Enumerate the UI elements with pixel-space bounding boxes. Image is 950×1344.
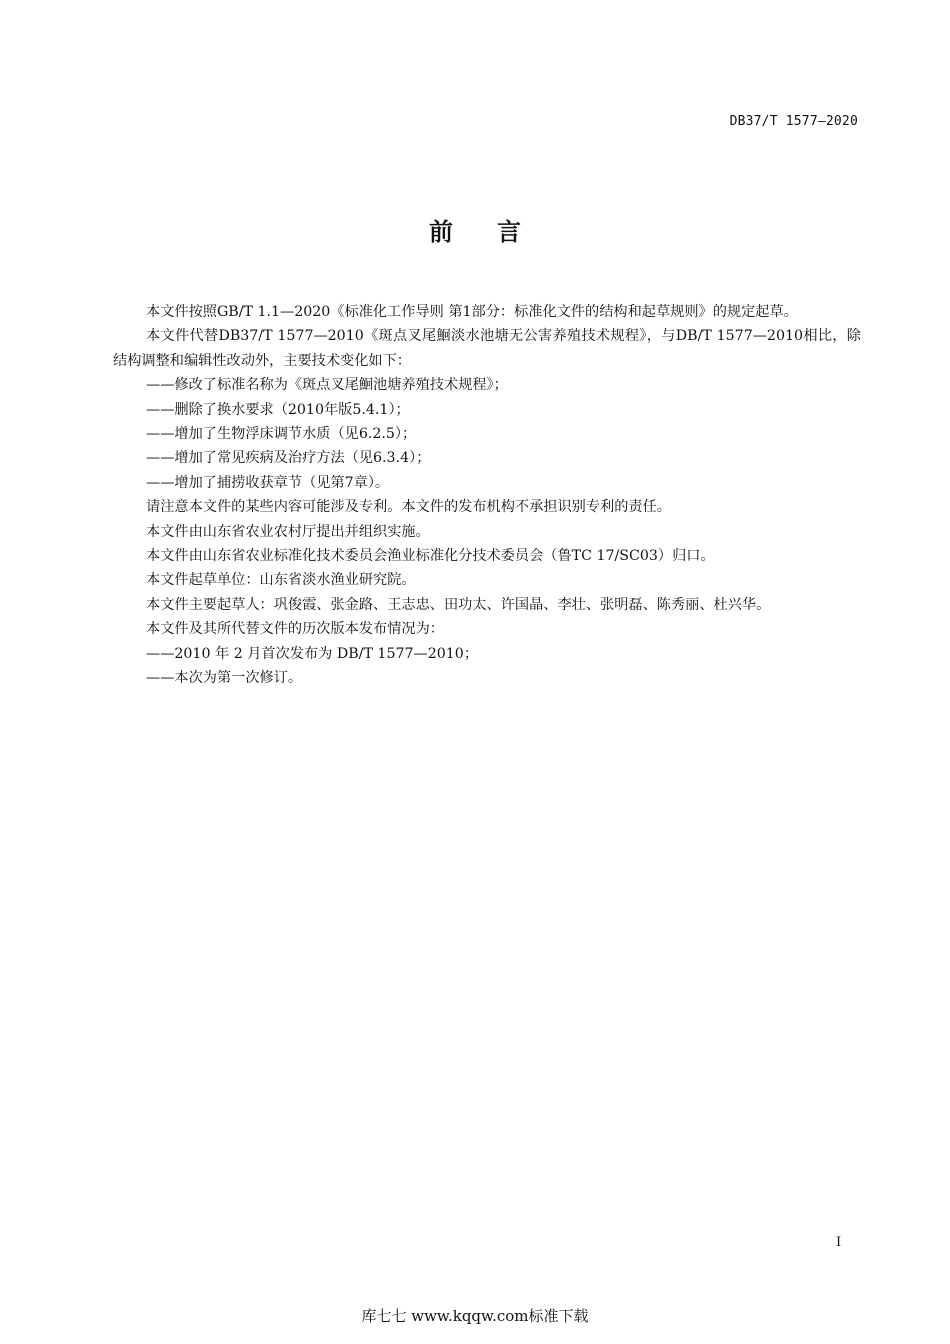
- page-title: 前言: [429, 218, 565, 246]
- paragraph-proposer: 本文件由山东省农业农村厅提出并组织实施。: [146, 523, 430, 540]
- paragraph-version-history: 本文件及其所代替文件的历次版本发布情况为：: [146, 621, 444, 638]
- change-item: ——增加了生物浮床调节水质（见6.2.5）；: [146, 426, 417, 443]
- paragraph-replacement: 本文件代替DB37/T 1577—2010《斑点叉尾鮰淡水池塘无公害养殖技术规程》，与DB/T 1577—2010相比，除结构调整和编辑性改动外，主要技术变化如下：: [113, 328, 861, 369]
- paragraph-committee: 本文件由山东省农业标准化技术委员会渔业标准化分技术委员会（鲁TC 17/SC03）归口。: [146, 548, 715, 565]
- footer-watermark: 库七七 www.kqqw.com标准下载: [361, 1307, 589, 1325]
- history-item: ——本次为第一次修订。: [146, 670, 303, 687]
- paragraph-drafting-unit: 本文件起草单位：山东省淡水渔业研究院。: [146, 572, 416, 589]
- paragraph-drafters: 本文件主要起草人：巩俊霞、张金路、王志忠、田功太、许国晶、李壮、张明磊、陈秀丽、杜兴华。: [146, 596, 771, 613]
- history-item: ——2010 年 2 月首次发布为 DB/T 1577—2010；: [146, 645, 479, 662]
- foreword-body: [113, 300, 861, 691]
- change-item: ——增加了常见疾病及治疗方法（见6.3.4）；: [146, 450, 431, 467]
- paragraph-patent-notice: 请注意本文件的某些内容可能涉及专利。本文件的发布机构不承担识别专利的责任。: [146, 499, 671, 516]
- change-item: ——修改了标准名称为《斑点叉尾鮰池塘养殖技术规程》；: [146, 377, 508, 394]
- change-item: ——删除了换水要求（2010年版5.4.1）；: [146, 401, 410, 418]
- paragraph-drafting-basis: 本文件按照GB/T 1.1—2020《标准化工作导则 第1部分：标准化文件的结构和起草规则》的规定起草。: [146, 304, 798, 320]
- document-code: DB37/T 1577—2020: [729, 114, 858, 129]
- page-number: I: [836, 1235, 842, 1250]
- change-item: ——增加了捕捞收获章节（见第7章）。: [146, 474, 390, 491]
